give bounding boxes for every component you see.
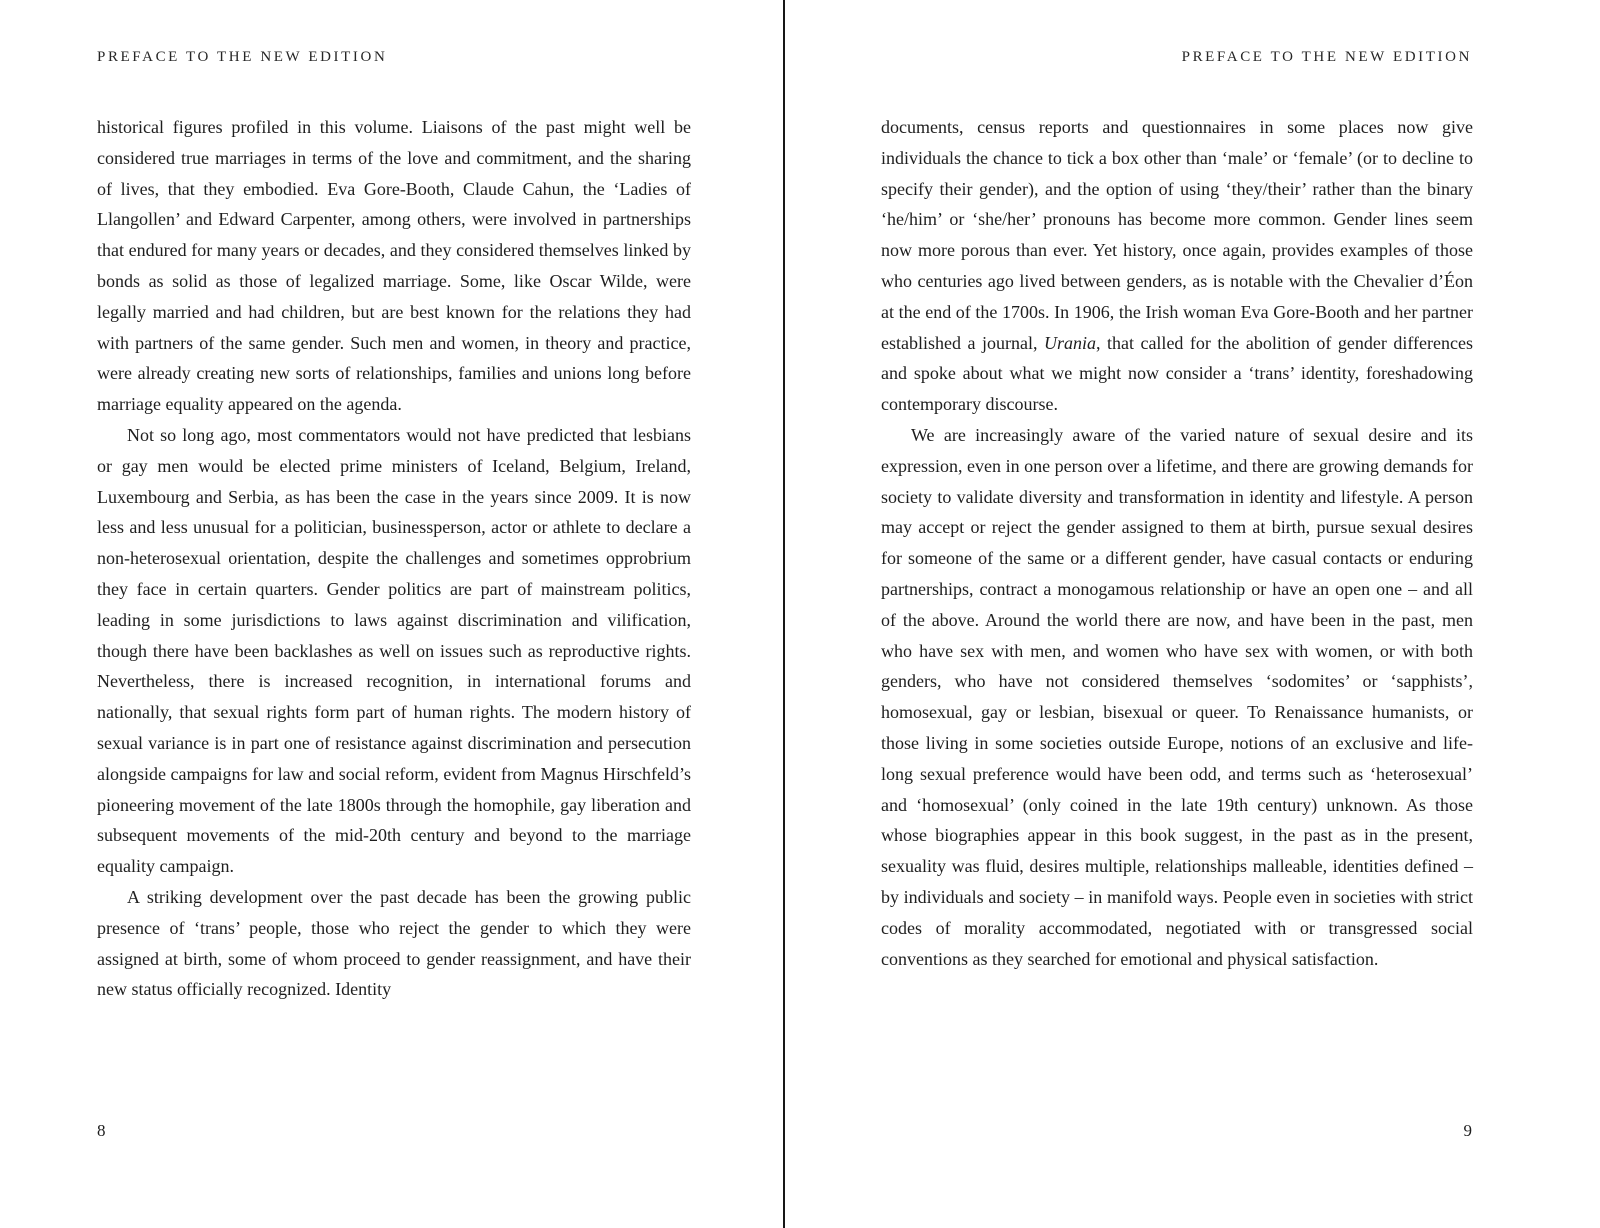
body-text-segment: , that called for the abolition of gender differences and spoke about what we might now consider a ‘trans’ identity, foreshadowing contemporary discourse. <box>881 332 1473 415</box>
page-number-left: 8 <box>97 1121 106 1140</box>
page-number-right: 9 <box>1463 1121 1472 1140</box>
body-text-segment: documents, census reports and questionnaires in some places now give individuals the chance to tick a box other than ‘male’ or ‘female’ (or to decline to specify their gender), and the option of using ‘they/their’ rather than the binary ‘he/him’ or ‘she/her’ pronouns has become more common. Gender lines seem now more porous than ever. Yet history, once again, provides examples of those who centuries ago lived between genders, as is notable with the Chevalier d’Éon at the end of the 1700s. In 1906, the Irish woman Eva Gore-Booth and her partner established a journal, <box>881 117 1473 353</box>
paragraph <box>881 420 1473 974</box>
paragraph <box>881 112 1473 420</box>
body-text-segment: historical figures profiled in this volume. Liaisons of the past might well be considered true marriages in terms of the love and commitment, and the sharing of lives, that they embodied. Eva Gore-Booth, Claude Cahun, the ‘Ladies of Llangollen’ and Edward Carpenter, among others, were involved in partnerships that endured for many years or decades, and they considered themselves linked by bonds as solid as those of legalized marriage. Some, like Oscar Wilde, were legally married and had children, but are best known for the relations they had with partners of the same gender. Such men and women, in theory and practice, were already creating new sorts of relationships, families and unions long before marriage equality appeared on the agenda. <box>97 117 691 415</box>
paragraph <box>97 112 691 420</box>
paragraph <box>97 420 691 882</box>
page-left <box>0 0 783 1228</box>
running-header-right: PREFACE TO THE NEW EDITION <box>1181 49 1472 65</box>
body-text-segment: Not so long ago, most commentators would not have predicted that lesbians or gay men would be elected prime ministers of Iceland, Belgium, Ireland, Luxembourg and Serbia, as has been the case in the years since 2009. It is now less and less unusual for a politician, businessperson, actor or athlete to declare a non-heterosexual orientation, despite the challenges and sometimes opprobrium they face in certain quarters. Gender politics are part of mainstream politics, leading in some jurisdictions to laws against discrimination and vilification, though there have been backlashes as well on issues such as reproductive rights. Nevertheless, there is increased recognition, in international forums and nationally, that sexual rights form part of human rights. The modern history of sexual variance is in part one of resistance against discrimination and persecution alongside campaigns for law and social reform, evident from Magnus Hirschfeld’s pioneering movement of the late 1800s through the homophile, gay liberation and subsequent movements of the mid-20th century and beyond to the marriage equality campaign. <box>97 424 691 877</box>
paragraph <box>97 882 691 1005</box>
italic-text: Urania <box>1043 332 1096 353</box>
body-text-segment: We are increasingly aware of the varied nature of sexual desire and its expression, even in one person over a lifetime, and there are growing demands for society to validate diversity and transformation in identity and lifestyle. A person may accept or reject the gender assigned to them at birth, pursue sexual desires for someone of the same or a different gender, have casual contacts or enduring partnerships, contract a monogamous relationship or have an open one – and all of the above. Around the world there are now, and have been in the past, men who have sex with men, and women who have sex with women, or with both genders, who have not considered themselves ‘sodomites’ or ‘sapphists’, homosexual, gay or lesbian, bisexual or queer. To Renaissance humanists, or those living in some societies outside Europe, notions of an exclusive and life-long sexual preference would have been odd, and terms such as ‘heterosexual’ and ‘homosexual’ (only coined in the late 19th century) unknown. As those whose biographies appear in this book suggest, in the past as in the present, sexuality was fluid, desires multiple, relationships malleable, identities defined – by individuals and society – in manifold ways. People even in societies with strict codes of morality accommodated, negotiated with or transgressed social conventions as they searched for emotional and physical satisfaction. <box>881 424 1473 969</box>
page-right-body <box>881 112 1473 974</box>
body-text-segment: A striking development over the past decade has been the growing public presence of ‘trans’ people, those who reject the gender to which they were assigned at birth, some of whom proceed to gender reassignment, and have their new status officially recognized. Identity <box>97 886 691 1000</box>
running-header-left: PREFACE TO THE NEW EDITION <box>97 49 388 65</box>
page-right <box>785 0 1600 1228</box>
page-left-body <box>97 112 691 1005</box>
